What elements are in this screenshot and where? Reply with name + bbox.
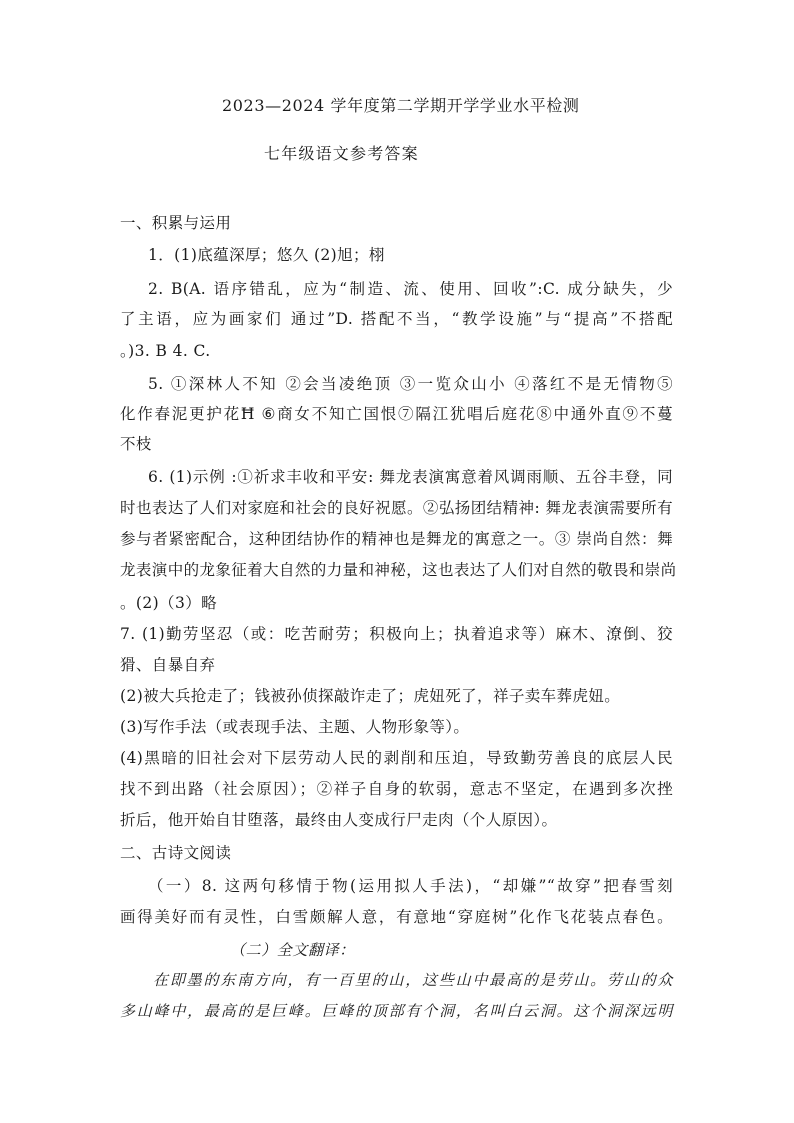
answer-q8-line2: 画得美好而有灵性，白雪颇解人意，有意地“穿庭树”化作飞花装点春色。 [120, 908, 673, 926]
answer-q7-line4: (3)写作手法（或表现手法、主题、人物形象等）。 [120, 718, 470, 736]
answer-q7-line1: 7. (1)勤劳坚忍（或：吃苦耐劳；积极向上；执着追求等）麻木、潦倒、狡 [120, 625, 673, 643]
answer-q6-line4: 龙表演中的龙象征着大自然的力量和神秘，这也表达了人们对自然的敬畏和崇尚 [120, 561, 677, 579]
answer-q7-line2: 猾、自暴自弃 [120, 656, 216, 674]
answer-q5-line1: 5. ①深林人不知 ②会当凌绝顶 ③一览众山小 ④落红不是无情物⑤ [148, 375, 673, 393]
section-heading-classical: 二、古诗文阅读 [120, 844, 232, 862]
answer-q1: 1．(1)底蕴深厚；悠久 (2)旭；栩 [148, 246, 385, 264]
answer-q2-line2: 了主语，应为画家们 通过”D. 搭配不当，“教学设施”与“提高”不搭配 [120, 310, 673, 328]
translation-line2: 多山峰中，最高的是巨峰。巨峰的顶部有个洞，名叫白云洞。这个洞深远明 [120, 1002, 673, 1020]
answer-q8-line1: （一）8. 这两句移情于物(运用拟人手法)，“却嫌”“故穿”把春雪刻 [148, 877, 673, 895]
answer-q2-line1: 2. B(A. 语序错乱，应为“制造、流、使用、回收”:C. 成分缺失，少 [148, 280, 673, 298]
document-title: 2023—2024 学年度第二学期开学学业水平检测 [222, 96, 580, 115]
answer-q5-line2: 化作春泥更护花Ħ ⑥商女不知亡国恨⑦隔江犹唱后庭花⑧中通外直⑨不蔓 [120, 405, 673, 423]
translation-heading: （二）全文翻译： [230, 941, 355, 959]
translation-line1: 在即墨的东南方向，有一百里的山，这些山中最高的是劳山。劳山的众 [153, 971, 673, 989]
answer-q7-line6: 找不到出路（社会原因）；②祥子自身的软弱，意志不坚定，在遇到多次挫 [120, 780, 673, 798]
answer-q6-line1: 6. (1)示例 :①祈求丰收和平安: 舞龙表演寓意着风调雨顺、五谷丰登，同 [148, 468, 673, 486]
section-heading-accumulation: 一、积累与运用 [120, 214, 232, 232]
answer-q6-line3: 参与者紧密配合，这种团结协作的精神也是舞龙的寓意之一。③ 崇尚自然：舞 [120, 530, 673, 548]
answer-q7-line3: (2)被大兵抢走了；钱被孙侦探敲诈走了；虎妞死了，祥子卖车葬虎妞。 [120, 687, 621, 705]
answer-q6-line2: 时也表达了人们对家庭和社会的良好祝愿。②弘扬团结精神: 舞龙表演需要所有 [120, 499, 673, 517]
document-subtitle: 七年级语文参考答案 [264, 144, 419, 163]
answer-q7-line7: 折后，他开始自甘堕落，最终由人变成行尸走肉（个人原因）。 [120, 811, 558, 829]
answer-q5-line3: 不枝 [120, 435, 152, 453]
answer-q7-line5: (4)黑暗的旧社会对下层劳动人民的剥削和压迫，导致勤劳善良的底层人民 [120, 749, 673, 767]
answer-q2-line3: 。)3. B 4. C. [120, 342, 211, 360]
answer-q6-line5: 。(2)（3）略 [120, 594, 218, 612]
